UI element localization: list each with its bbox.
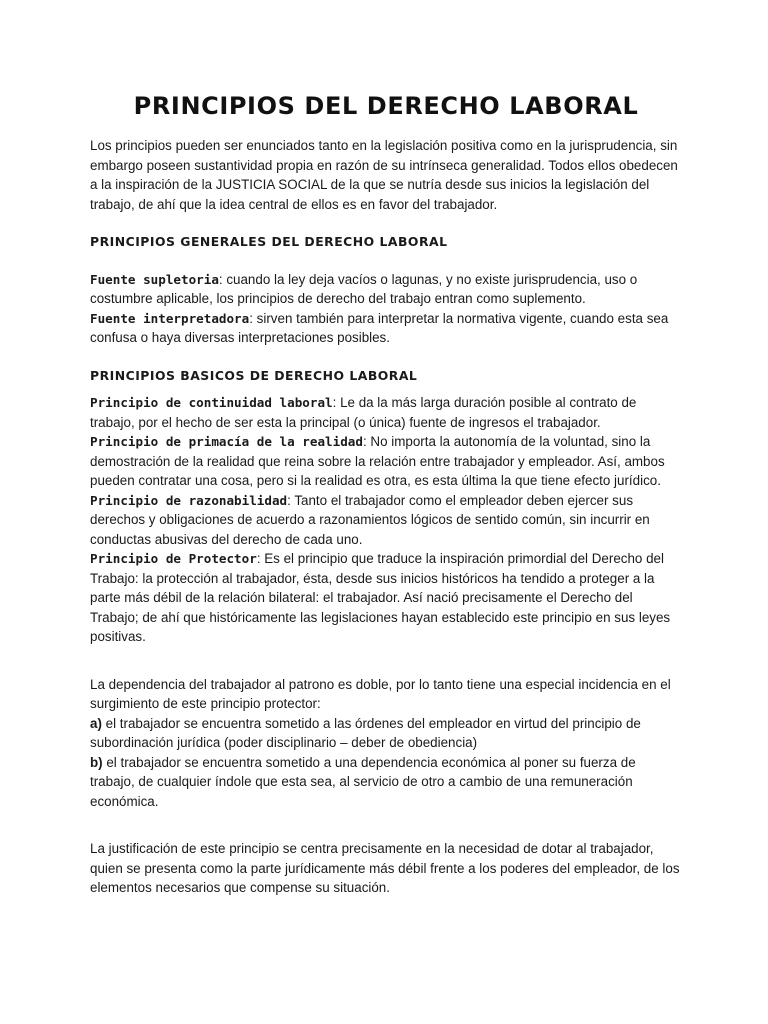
principle-text: : Tanto el trabajador como el empleador deben ejercer sus derechos y obligaciones de acuerdo a razonamientos lógicos de sentido común, sin incurrir en conductas abusivas del derecho de cada uno. [90, 492, 650, 547]
principle-fuente-interpretadora [90, 309, 682, 348]
principle-protector [90, 549, 682, 647]
principle-term: Fuente interpretadora [90, 310, 250, 326]
principle-term: Principio de continuidad laboral [90, 395, 333, 410]
principle-text: : Es el principio que traduce la inspiración primordial del Derecho del Trabajo: la protección al trabajador, ésta, desde sus inicios históricos ha tendido a proteger a la parte más débil de la relación bilateral: el trabajador. Así nació precisamente el Derecho del Trabajo; de ahí que históricamente las legislaciones hayan establecido este principio en sus leyes positivas. [90, 551, 671, 644]
principle-continuidad-laboral [90, 393, 682, 432]
principle-text: : sirven también para interpretar la normativa vigente, cuando esta sea confusa o haya diversas interpretaciones posibles. [90, 310, 669, 345]
list-item-text: el trabajador se encuentra sometido a las órdenes del empleador en virtud del principio de subordinación jurídica (poder disciplinario – deber de obediencia) [90, 715, 641, 750]
dependencia-item-a [90, 714, 682, 753]
section-heading-generales: PRINCIPIOS GENERALES DEL DERECHO LABORAL [90, 234, 448, 249]
principle-term: Principio de Protector [90, 551, 257, 566]
principle-text: : Le da la más larga duración posible al contrato de trabajo, por el hecho de ser esta la principal (o única) fuente de ingresos el trabajador. [90, 395, 637, 430]
dependencia-item-b [90, 753, 682, 812]
list-marker: a) [90, 715, 102, 731]
document-title: PRINCIPIOS DEL DERECHO LABORAL [133, 92, 639, 120]
intro-paragraph: Los principios pueden ser enunciados tanto en la legislación positiva como en la jurisprudencia, sin embargo poseen sustantividad propia en razón de su intrínseca generalidad. Todos ellos obedecen a la inspiración de la JUSTICIA SOCIAL de la que se nutría desde sus inicios la legislación del trabajo, de ahí que la idea central de ellos es en favor del trabajador. [90, 138, 678, 212]
principle-term: Principio de primacía de la realidad [90, 434, 363, 449]
section-heading-basicos: PRINCIPIOS BASICOS DE DERECHO LABORAL [90, 367, 418, 383]
principle-term: Fuente supletoria [90, 271, 219, 287]
principle-primacia-realidad [90, 432, 682, 491]
principle-text: : No importa la autonomía de la voluntad, sino la demostración de la realidad que reina sobre la relación entre trabajador y empleador. Así, ambos pueden contratar una cosa, pero si la realidad es otra, es esta última la que tiene efecto jurídico. [90, 434, 665, 488]
dependencia-paragraph: La dependencia del trabajador al patrono es doble, por lo tanto tiene una especial incidencia en el surgimiento de este principio protector: [90, 676, 671, 711]
list-marker: b) [90, 754, 103, 770]
list-item-text: el trabajador se encuentra sometido a una dependencia económica al poner su fuerza de trabajo, de cualquier índole que esta sea, al servicio de otro a cambio de una remuneración económica. [90, 754, 636, 809]
principle-term: Principio de razonabilidad [90, 492, 288, 508]
principle-fuente-supletoria [90, 270, 682, 309]
principle-razonabilidad [90, 491, 682, 550]
justificacion-paragraph: La justificación de este principio se centra precisamente en la necesidad de dotar al trabajador, quien se presenta como la parte jurídicamente más débil frente a los poderes del empleador, de los elementos necesarios que compense su situación. [90, 841, 680, 895]
principle-text: : cuando la ley deja vacíos o lagunas, y no existe jurisprudencia, uso o costumbre aplicable, los principios de derecho del trabajo entran como suplemento. [90, 271, 638, 306]
